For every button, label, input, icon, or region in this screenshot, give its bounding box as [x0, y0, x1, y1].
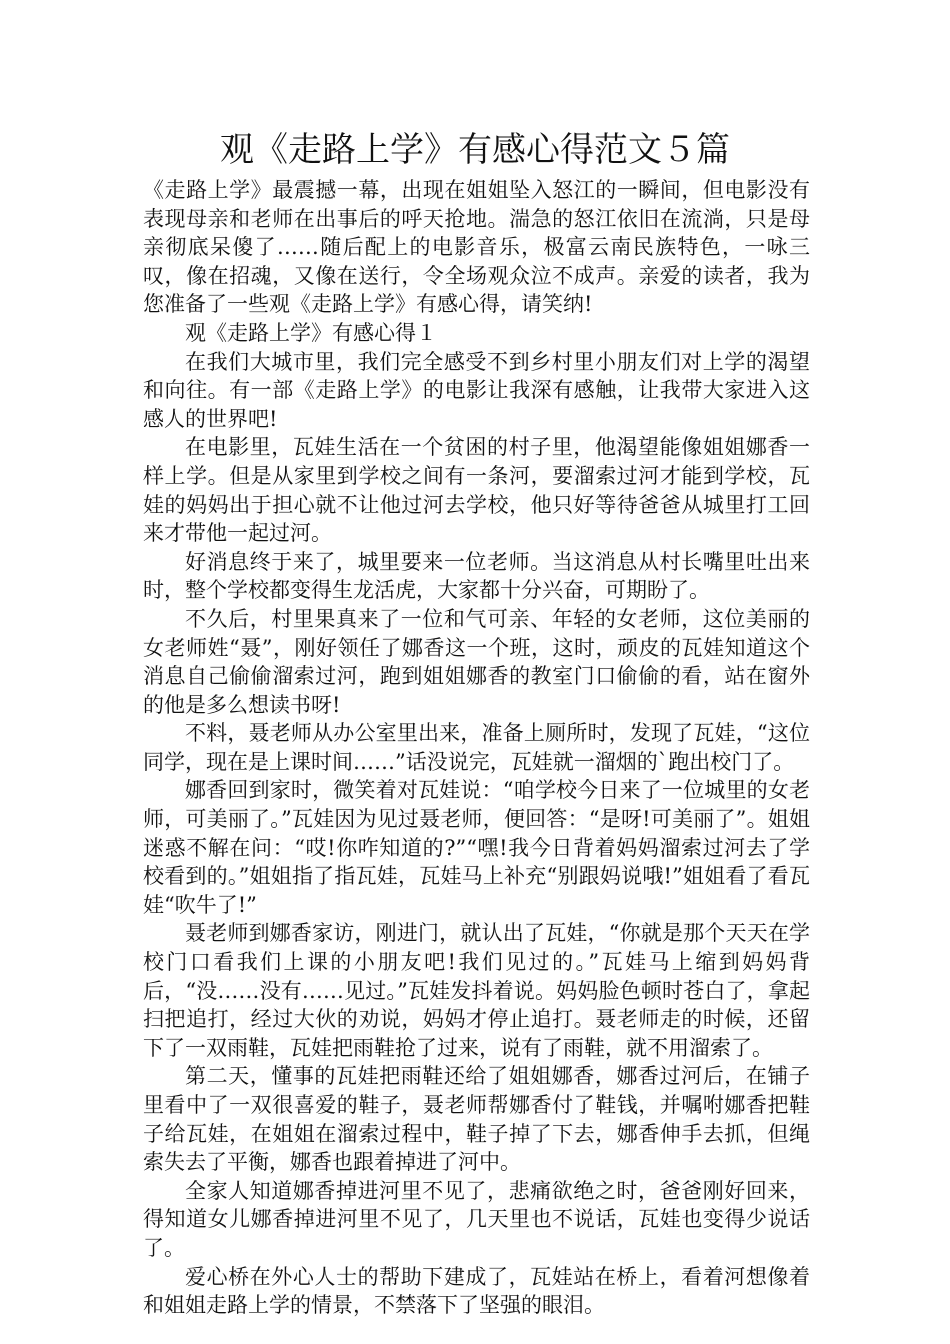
- body-paragraph-5: 不料，聂老师从办公室里出来，准备上厕所时，发现了瓦娃，“这位同学，现在是上课时间……”话没说完，瓦娃就一溜烟的`跑出校门了。: [143, 721, 810, 774]
- body-paragraph-8: 第二天，懂事的瓦娃把雨鞋还给了姐姐娜香，娜香过河后，在铺子里看中了一双很喜爱的鞋子，聂老师帮娜香付了鞋钱，并嘱咐娜香把鞋子给瓦娃，在姐姐在溜索过程中，鞋子掉了下去，娜香伸手去抓，但绳索失去了平衡，娜香也跟着掉进了河中。: [143, 1064, 810, 1175]
- body-paragraph-1: 在我们大城市里，我们完全感受不到乡村里小朋友们对上学的渴望和向往。有一部《走路上学》的电影让我深有感触，让我带大家进入这感人的世界吧!: [143, 349, 810, 431]
- section-subheading: 观《走路上学》有感心得１: [185, 320, 437, 345]
- body-paragraph-3: 好消息终于来了，城里要来一位老师。当这消息从村长嘴里吐出来时，整个学校都变得生龙活虎，大家都十分兴奋，可期盼了。: [143, 549, 810, 603]
- body-paragraph-7: 聂老师到娜香家访，刚进门，就认出了瓦娃，“你就是那个天天在学校门口看我们上课的小朋友吧!我们见过的。”瓦娃马上缩到妈妈背后，“没……没有……见过。”瓦娃发抖着说。妈妈脸色顿时苍白了，拿起扫把追打，经过大伙的劝说，妈妈才停止追打。聂老师走的时候，还留下了一双雨鞋，瓦娃把雨鞋抢了过来，说有了雨鞋，就不用溜索了。: [143, 921, 810, 1060]
- intro-paragraph: 《走路上学》最震撼一幕，出现在姐姐坠入怒江的一瞬间，但电影没有表现母亲和老师在出事后的呼天抢地。湍急的怒江依旧在流淌，只是母亲彻底呆傻了……随后配上的电影音乐，极富云南民族特色，一咏三叹，像在招魂，又像在送行，令全场观众泣不成声。亲爱的读者，我为您准备了一些观《走路上学》有感心得，请笑纳!: [143, 178, 810, 317]
- body-paragraph-2: 在电影里，瓦娃生活在一个贫困的村子里，他渴望能像姐姐娜香一样上学。但是从家里到学校之间有一条河，要溜索过河才能到学校，瓦娃的妈妈出于担心就不让他过河去学校，他只好等待爸爸从城里打工回来才带他一起过河。: [143, 435, 810, 546]
- body-paragraph-9: 全家人知道娜香掉进河里不见了，悲痛欲绝之时，爸爸刚好回来，得知道女儿娜香掉进河里不见了，几天里也不说话，瓦娃也变得少说话了。: [143, 1178, 810, 1260]
- body-paragraph-4: 不久后，村里果真来了一位和气可亲、年轻的女老师，这位美丽的女老师姓“聂”，刚好领任了娜香这一个班，这时，顽皮的瓦娃知道这个消息自己偷偷溜索过河，跑到姐姐娜香的教室门口偷偷的看，站在窗外的他是多么想读书呀!: [143, 606, 810, 717]
- body-paragraph-10: 爱心桥在外心人士的帮助下建成了，瓦娃站在桥上，看着河想像着和姐姐走路上学的情景，不禁落下了坚强的眼泪。: [143, 1264, 810, 1318]
- document-title: 观《走路上学》有感心得范文５篇: [220, 130, 730, 170]
- body-paragraph-6: 娜香回到家时，微笑着对瓦娃说：“咱学校今日来了一位城里的女老师，可美丽了。”瓦娃因为见过聂老师，便回答：“是呀!可美丽了”。姐姐迷惑不解在问：“哎!你咋知道的?”“嘿!我今日背着妈妈溜索过河去了学校看到的。”姐姐指了指瓦娃，瓦娃马上补充“别跟妈说哦!”姐姐看了看瓦娃“吹牛了!”: [143, 778, 810, 917]
- document-body: [143, 176, 810, 1320]
